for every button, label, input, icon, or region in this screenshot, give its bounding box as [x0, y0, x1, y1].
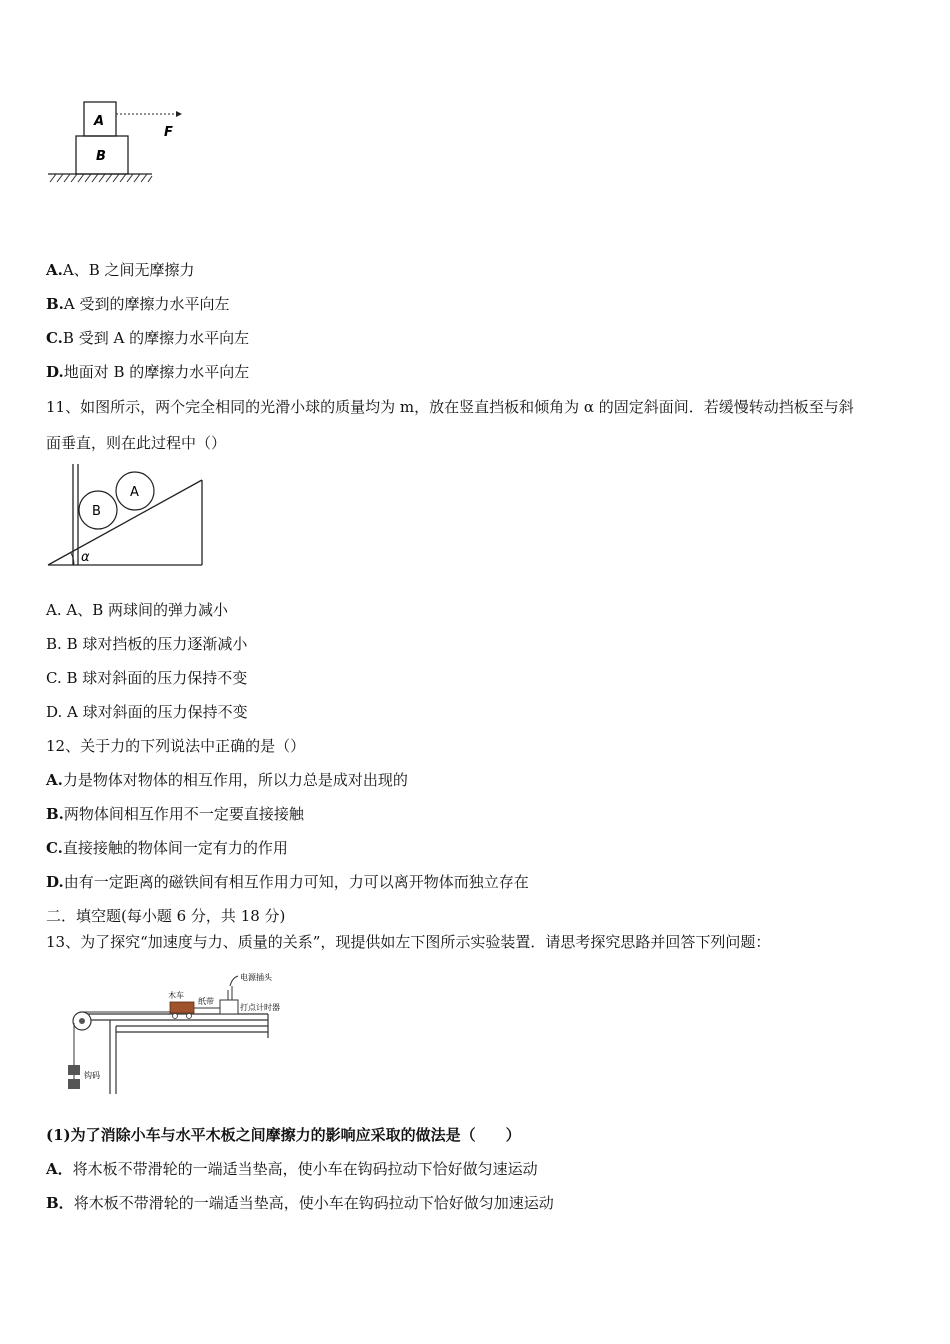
power-plug-label: 电源插头 — [240, 973, 272, 982]
cart-label: 木车 — [168, 991, 184, 1000]
section-title: 二．填空题(每小题 6 分，共 18 分) — [46, 907, 286, 925]
q12-option-b: B.两物体间相互作用不一定要直接接触 — [46, 805, 304, 823]
q13-sub-question-1: (1)为了消除小车与水平木板之间摩擦力的影响应采取的做法是（ ） — [46, 1126, 521, 1144]
ball-b-label: B — [92, 504, 101, 519]
q10-option-a: A.A、B 之间无摩擦力 — [46, 261, 195, 279]
q12-option-d: D.由有一定距离的磁铁间有相互作用力可知，力可以离开物体而独立存在 — [46, 873, 529, 891]
q10-option-d: D.地面对 B 的摩擦力水平向左 — [46, 363, 250, 381]
q12-option-a: A.力是物体对物体的相互作用，所以力总是成对出现的 — [46, 771, 408, 789]
q13-option-a: A．将木板不带滑轮的一端适当垫高，使小车在钩码拉动下恰好做匀速运动 — [46, 1160, 538, 1178]
angle-alpha-label: α — [81, 550, 90, 565]
q12-option-c: C.直接接触的物体间一定有力的作用 — [46, 839, 288, 857]
figure-experiment-apparatus — [62, 968, 302, 1100]
q11-stem-line1: 11、如图所示，两个完全相同的光滑小球的质量均为 m，放在竖直挡板和倾角为 α 的固定斜面间．若缓慢转动挡板至与斜 — [46, 398, 854, 416]
q13-stem: 13、为了探究“加速度与力、质量的关系”，现提供如左下图所示实验装置．请思考探究思路并回答下列问题： — [46, 933, 771, 951]
tape-label: 纸带 — [198, 997, 214, 1006]
q10-option-b: B.A 受到的摩擦力水平向左 — [46, 295, 230, 313]
figure-blocks-on-ground — [44, 96, 184, 188]
q11-option-d: D. A 球对斜面的压力保持不变 — [46, 703, 248, 721]
q11-option-a: A. A、B 两球间的弹力减小 — [46, 601, 229, 619]
q10-option-c: C.B 受到 A 的摩擦力水平向左 — [46, 329, 250, 347]
ball-a-label: A — [130, 485, 139, 500]
q13-option-b: B．将木板不带滑轮的一端适当垫高，使小车在钩码拉动下恰好做匀加速运动 — [46, 1194, 554, 1212]
label-f: F — [164, 125, 173, 140]
q11-option-c: C. B 球对斜面的压力保持不变 — [46, 669, 248, 687]
q11-stem-line2: 面垂直，则在此过程中（） — [46, 434, 227, 452]
weights-label: 钩码 — [84, 1071, 100, 1080]
label-b: B — [96, 149, 106, 164]
q11-option-b: B. B 球对挡板的压力逐渐减小 — [46, 635, 248, 653]
timer-label: 打点计时器 — [240, 1003, 280, 1012]
q12-stem: 12、关于力的下列说法中正确的是（） — [46, 737, 306, 755]
label-a: A — [94, 114, 105, 129]
figure-balls-on-incline — [44, 462, 210, 572]
